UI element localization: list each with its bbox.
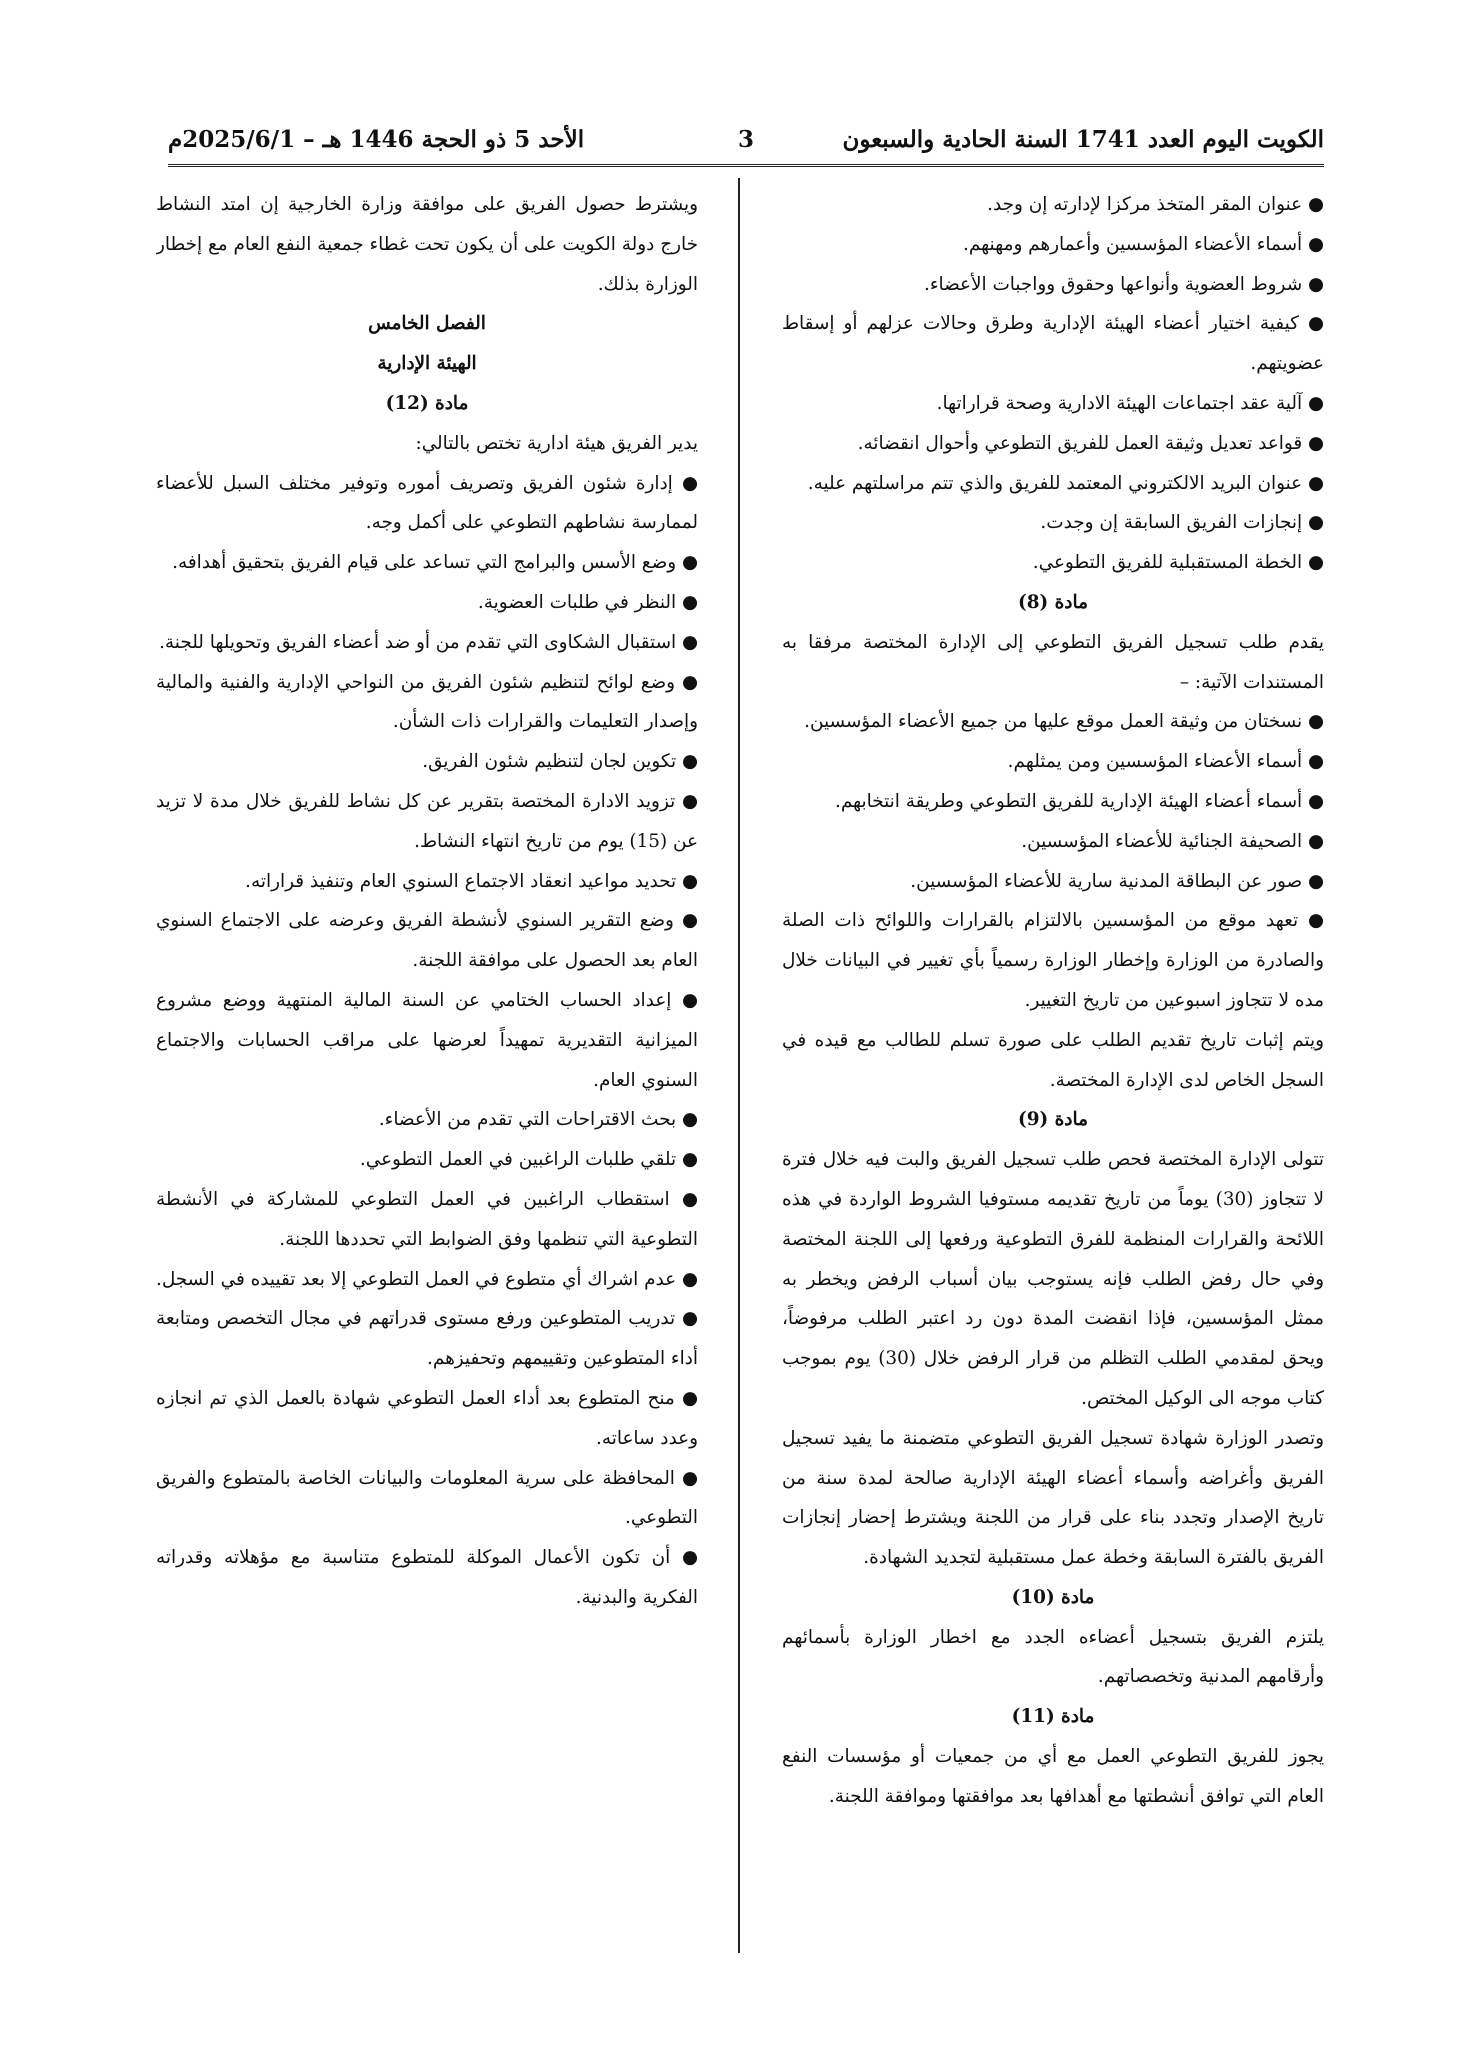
- bullet-item: ● تحديد مواعيد انعقاد الاجتماع السنوي العام وتنفيذ قراراته.: [245, 870, 698, 892]
- bullet-item: ● المحافظة على سرية المعلومات والبيانات الخاصة بالمتطوع والفريق التطوعي.: [156, 1467, 698, 1529]
- bullet-item: ● آلية عقد اجتماعات الهيئة الادارية وصحة قراراتها.: [936, 392, 1324, 414]
- bullet-item: ● عدم اشراك أي متطوع في العمل التطوعي إلا بعد تقييده في السجل.: [156, 1268, 698, 1290]
- bullet-item: ● أسماء أعضاء الهيئة الإدارية للفريق التطوعي وطريقة انتخابهم.: [834, 790, 1324, 812]
- bullet-item: ● النظر في طلبات العضوية.: [477, 591, 698, 613]
- article-heading: الفصل الخامس: [368, 313, 486, 335]
- article-heading: الهيئة الإدارية: [377, 353, 477, 375]
- bullet-item: ● تعهد موقع من المؤسسين بالالتزام بالقرارات واللوائح ذات الصلة والصادرة من الوزارة وإخطار الوزارة رسمياً بأي تغيير في البيانات خلال مده لا تتجاوز اسبوعين من تاريخ التغيير.: [782, 910, 1324, 1011]
- bullet-item: ● منح المتطوع بعد أداء العمل التطوعي شهادة بالعمل الذي تم انجازه وعدد ساعاته.: [156, 1387, 698, 1449]
- bullet-item: ● أسماء الأعضاء المؤسسين وأعمارهم ومهنهم.: [963, 233, 1324, 255]
- bullet-item: ● عنوان المقر المتخذ مركزا لإدارته إن وجد.: [987, 194, 1324, 215]
- bullet-item: ● تدريب المتطوعين ورفع مستوى قدراتهم في مجال التخصص ومتابعة أداء المتطوعين وتقييمهم وتحفيزهم.: [156, 1308, 698, 1370]
- bullet-item: ● وضع الأسس والبرامج التي تساعد على قيام الفريق بتحقيق أهدافه.: [172, 552, 698, 574]
- article-heading: مادة (9): [1018, 1109, 1088, 1131]
- bullet-item: ● الصحيفة الجنائية للأعضاء المؤسسين.: [1021, 830, 1324, 852]
- page-header: [168, 118, 1324, 167]
- paragraph: تتولى الإدارة المختصة فحص طلب تسجيل الفريق والبت فيه خلال فترة لا تتجاوز (30) يوماً من تاريخ تقديمه مستوفيا الشروط الواردة في هذه اللائحة والقرارات المنظمة للفرق التطوعية ورفعها إلى اللجنة المختصة وفي حال رفض الطلب فإنه يستوجب بيان أسباب الرفض ويخطر به ممثل المؤسسين، فإذا انقضت المدة دون رد اعتبر الطلب مرفوضاً، ويحق لمقدمي الطلب التظلم من قرار الرفض خلال (30) يوم بموجب كتاب موجه الى الوكيل المختص.: [782, 1149, 1324, 1409]
- article-heading: مادة (12): [385, 392, 469, 414]
- gazette-issue-title: الكويت اليوم العدد 1741 السنة الحادية والسبعون: [842, 126, 1324, 153]
- bullet-item: ● استقطاب الراغبين في العمل التطوعي للمشاركة في الأنشطة التطوعية التي تنظمها وفق الضوابط التي تحددها اللجنة.: [156, 1188, 698, 1250]
- paragraph: يدير الفريق هيئة ادارية تختص بالتالي:: [415, 432, 698, 454]
- paragraph: يلتزم الفريق بتسجيل أعضاءه الجدد مع اخطار الوزارة بأسمائهم وأرقامهم المدنية وتخصصاتهم.: [782, 1626, 1324, 1688]
- left-text-column: [156, 185, 698, 1975]
- bullet-item: ● استقبال الشكاوى التي تقدم من أو ضد أعضاء الفريق وتحويلها للجنة.: [159, 631, 698, 653]
- bullet-item: ● بحث الاقتراحات التي تقدم من الأعضاء.: [378, 1109, 698, 1131]
- paragraph: ويتم إثبات تاريخ تقديم الطلب على صورة تسلم للطالب مع قيده في السجل الخاص لدى الإدارة المختصة.: [782, 1029, 1324, 1091]
- bullet-item: ● الخطة المستقبلية للفريق التطوعي.: [1032, 552, 1324, 574]
- right-text-column: [782, 185, 1324, 1975]
- column-divider: [738, 178, 740, 1953]
- bullet-item: ● شروط العضوية وأنواعها وحقوق وواجبات الأعضاء.: [924, 273, 1324, 295]
- page-number: 3: [737, 126, 755, 153]
- bullet-item: ● وضع لوائح لتنظيم شئون الفريق من النواحي الإدارية والفنية والمالية وإصدار التعليمات والقرارات ذات الشأن.: [156, 671, 698, 733]
- bullet-item: ● أن تكون الأعمال الموكلة للمتطوع متناسبة مع مؤهلاته وقدراته الفكرية والبدنية.: [156, 1547, 698, 1608]
- bullet-item: ● إنجازات الفريق السابقة إن وجدت.: [1040, 512, 1324, 534]
- paragraph: ويشترط حصول الفريق على موافقة وزارة الخارجية إن امتد النشاط خارج دولة الكويت على أن يكون تحت غطاء جمعية النفع العام مع إخطار الوزارة بذلك.: [156, 194, 698, 295]
- article-heading: مادة (8): [1018, 591, 1088, 613]
- issue-date: الأحد 5 ذو الحجة 1446 هـ – 2025/6/1م: [168, 126, 585, 153]
- bullet-item: ● كيفية اختيار أعضاء الهيئة الإدارية وطرق وحالات عزلهم أو إسقاط عضويتهم.: [782, 313, 1324, 375]
- bullet-item: ● عنوان البريد الالكتروني المعتمد للفريق والذي تتم مراسلتهم عليه.: [807, 472, 1324, 494]
- bullet-item: ● قواعد تعديل وثيقة العمل للفريق التطوعي وأحوال انقضائه.: [857, 432, 1324, 454]
- bullet-item: ● صور عن البطاقة المدنية سارية للأعضاء المؤسسين.: [910, 870, 1324, 892]
- bullet-item: ● إعداد الحساب الختامي عن السنة المالية المنتهية ووضع مشروع الميزانية التقديرية تمهيداً لعرضها على مراقب الحسابات والاجتماع السنوي العام.: [156, 989, 698, 1091]
- paragraph: يقدم طلب تسجيل الفريق التطوعي إلى الإدارة المختصة مرفقا به المستندات الآتية: –: [782, 631, 1324, 693]
- bullet-item: ● أسماء الأعضاء المؤسسين ومن يمثلهم.: [1007, 751, 1324, 773]
- bullet-item: ● تكوين لجان لتنظيم شئون الفريق.: [422, 751, 698, 773]
- bullet-item: ● تزويد الادارة المختصة بتقرير عن كل نشاط للفريق خلال مدة لا تزيد عن (15) يوم من تاريخ انتهاء النشاط.: [156, 790, 698, 852]
- bullet-item: ● تلقي طلبات الراغبين في العمل التطوعي.: [359, 1149, 698, 1171]
- paragraph: يجوز للفريق التطوعي العمل مع أي من جمعيات أو مؤسسات النفع العام التي توافق أنشطتها مع أهدافها بعد موافقتها وموافقة اللجنة.: [782, 1746, 1324, 1807]
- article-heading: مادة (10): [1011, 1586, 1095, 1608]
- bullet-item: ● وضع التقرير السنوي لأنشطة الفريق وعرضه على الاجتماع السنوي العام بعد الحصول على موافقة اللجنة.: [156, 910, 698, 972]
- article-heading: مادة (11): [1011, 1706, 1095, 1728]
- bullet-item: ● نسختان من وثيقة العمل موقع عليها من جميع الأعضاء المؤسسين.: [804, 711, 1324, 733]
- paragraph: وتصدر الوزارة شهادة تسجيل الفريق التطوعي متضمنة ما يفيد تسجيل الفريق وأغراضه وأسماء أعضاء الهيئة الإدارية صالحة لمدة سنة من تاريخ الإصدار وتجدد بناء على قرار من اللجنة ويشترط إحضار إنجازات الفريق بالفترة السابقة وخطة عمل مستقبلية لتجديد الشهادة.: [782, 1427, 1324, 1569]
- bullet-item: ● إدارة شئون الفريق وتصريف أموره وتوفير مختلف السبل للأعضاء لممارسة نشاطهم التطوعي على أكمل وجه.: [156, 472, 698, 534]
